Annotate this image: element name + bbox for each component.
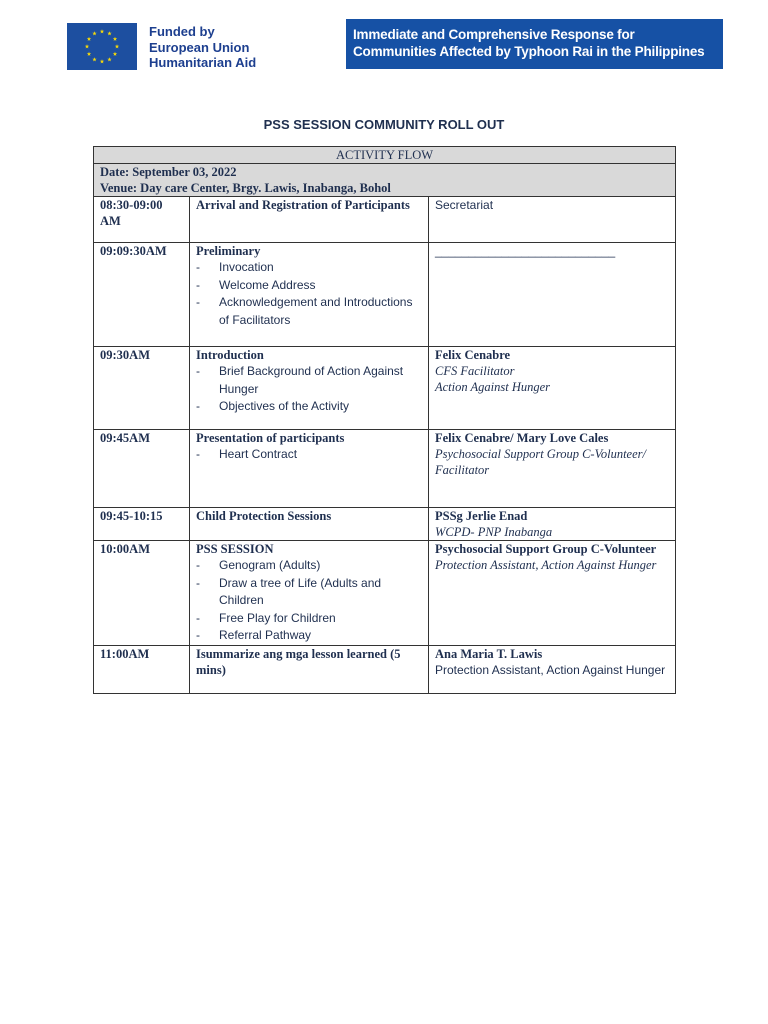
person-cell bbox=[429, 645, 676, 693]
activity-title: Presentation of participants bbox=[196, 431, 345, 445]
activity-item: - Referral Pathway bbox=[219, 627, 422, 645]
activity-items bbox=[196, 363, 422, 416]
activity-cell bbox=[190, 197, 429, 243]
table-info-row bbox=[94, 164, 676, 197]
eu-line: European Union bbox=[149, 39, 250, 55]
banner-line: Immediate and Comprehensive Response for bbox=[353, 27, 635, 42]
activity-title: PSS SESSION bbox=[196, 542, 274, 556]
person-name: PSSg Jerlie Enad bbox=[435, 509, 528, 523]
person-role: Psychosocial Support Group C-Volunteer/ Facilitator bbox=[435, 447, 646, 477]
activity-item: - Draw a tree of Life (Adults and Children bbox=[219, 575, 422, 610]
activity-item: - Acknowledgement and Introductions of Facilitators bbox=[219, 294, 422, 329]
time-cell: 09:30AM bbox=[94, 347, 190, 430]
table-row bbox=[94, 197, 676, 243]
activity-item: - Free Play for Children bbox=[219, 610, 422, 628]
eu-flag-logo bbox=[67, 23, 137, 70]
eu-funding-text bbox=[149, 24, 256, 71]
activity-title: Introduction bbox=[196, 348, 264, 362]
person-cell bbox=[429, 243, 676, 347]
person-cell bbox=[429, 197, 676, 243]
activity-title: Preliminary bbox=[196, 244, 261, 258]
time-cell: 11:00AM bbox=[94, 645, 190, 693]
activity-title: Child Protection Sessions bbox=[196, 509, 332, 523]
person-role: CFS Facilitator bbox=[435, 364, 515, 378]
time-cell: 10:00AM bbox=[94, 541, 190, 646]
person-name: Psychosocial Support Group C-Volunteer bbox=[435, 542, 657, 556]
time-cell: 09:09:30AM bbox=[94, 243, 190, 347]
activity-item: - Welcome Address bbox=[219, 277, 422, 295]
person-name: Felix Cenabre bbox=[435, 348, 511, 362]
activity-cell bbox=[190, 508, 429, 541]
activity-item: - Brief Background of Action Against Hunger bbox=[219, 363, 422, 398]
table-heading: ACTIVITY FLOW bbox=[94, 147, 676, 164]
table-row bbox=[94, 508, 676, 541]
eu-line: Humanitarian Aid bbox=[149, 55, 257, 70]
table-row bbox=[94, 541, 676, 646]
activity-flow-table bbox=[93, 146, 676, 694]
activity-cell bbox=[190, 243, 429, 347]
person-role: WCPD- PNP Inabanga bbox=[435, 525, 553, 539]
person-cell bbox=[429, 430, 676, 508]
person-role: Protection Assistant, Action Against Hunger bbox=[435, 558, 657, 572]
person-cell bbox=[429, 541, 676, 646]
person-role: Secretariat bbox=[435, 198, 494, 212]
activity-item: - Genogram (Adults) bbox=[219, 557, 422, 575]
table-row bbox=[94, 243, 676, 347]
banner-line: Communities Affected by Typhoon Rai in the Philippines bbox=[353, 44, 705, 59]
person-role: Action Against Hunger bbox=[435, 380, 551, 394]
table-row bbox=[94, 347, 676, 430]
person-role: Protection Assistant, Action Against Hunger bbox=[435, 662, 666, 677]
activity-cell bbox=[190, 430, 429, 508]
time-cell: 08:30-09:00 AM bbox=[94, 197, 190, 243]
project-banner bbox=[346, 19, 723, 69]
person-name: Felix Cenabre/ Mary Love Cales bbox=[435, 431, 609, 445]
time-cell: 09:45AM bbox=[94, 430, 190, 508]
activity-items bbox=[196, 557, 422, 645]
activity-items bbox=[196, 446, 422, 464]
document-title: PSS SESSION COMMUNITY ROLL OUT bbox=[263, 117, 505, 132]
activity-title: Arrival and Registration of Participants bbox=[196, 198, 410, 212]
table-heading-row bbox=[94, 147, 676, 164]
person-cell bbox=[429, 508, 676, 541]
person-cell bbox=[429, 347, 676, 430]
activity-title: Isummarize ang mga lesson learned (5 mins) bbox=[196, 646, 401, 677]
activity-item: - Objectives of the Activity bbox=[219, 398, 422, 416]
activity-items bbox=[196, 259, 422, 329]
table-row bbox=[94, 430, 676, 508]
time-cell: 09:45-10:15 bbox=[94, 508, 190, 541]
event-venue: Venue: Day care Center, Brgy. Lawis, Inabanga, Bohol bbox=[100, 181, 391, 195]
event-info-cell bbox=[94, 164, 676, 197]
person-role: ___________________________ bbox=[435, 244, 616, 258]
activity-cell bbox=[190, 347, 429, 430]
activity-item: - Heart Contract bbox=[219, 446, 422, 464]
table-row bbox=[94, 645, 676, 693]
activity-cell bbox=[190, 541, 429, 646]
activity-item: - Invocation bbox=[219, 259, 422, 277]
event-date: Date: September 03, 2022 bbox=[100, 165, 237, 179]
person-name: Ana Maria T. Lawis bbox=[435, 646, 543, 661]
activity-cell bbox=[190, 645, 429, 693]
eu-line: Funded by bbox=[149, 24, 215, 39]
